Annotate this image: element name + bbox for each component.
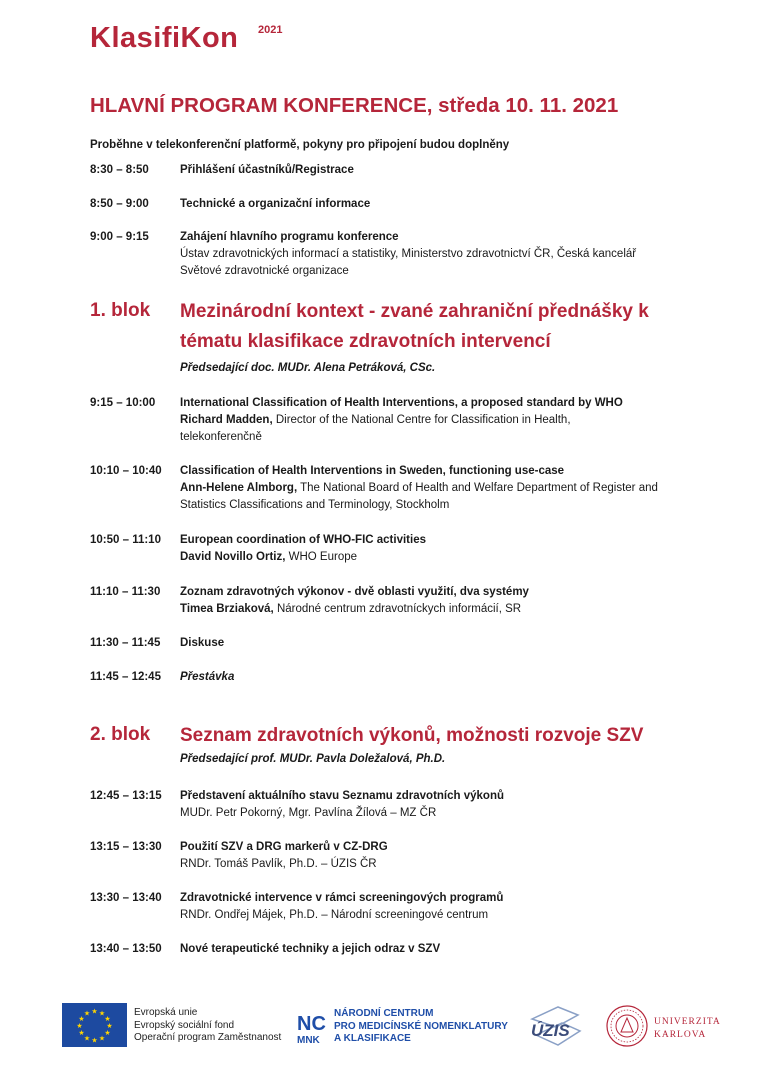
- program-item: [180, 839, 680, 873]
- svg-text:★: ★: [78, 1029, 85, 1037]
- time-slot: 8:50 – 9:00: [90, 198, 149, 210]
- svg-text:★: ★: [91, 1036, 98, 1045]
- svg-text:★: ★: [104, 1015, 111, 1023]
- program-item: [180, 890, 680, 924]
- program-item: [180, 669, 680, 686]
- eu-line: Evropský sociální fond: [134, 1019, 235, 1031]
- uzis-icon: [528, 1005, 582, 1047]
- uzis-label: ÚZIS: [531, 1021, 570, 1040]
- item-detail: [180, 601, 680, 618]
- eu-stars-icon: [62, 1003, 127, 1047]
- svg-text:★: ★: [98, 1034, 106, 1043]
- nc-line: PRO MEDICÍNSKÉ NOMENKLATURY: [334, 1020, 508, 1032]
- time-slot: 13:40 – 13:50: [90, 943, 162, 955]
- charles-university-seal-icon: [606, 1005, 648, 1047]
- nc-mnk-logo: [296, 1009, 328, 1045]
- nc-line: A KLASIFIKACE: [334, 1033, 411, 1044]
- block-label: 1. blok: [90, 300, 151, 321]
- block-chair: Předsedající doc. MUDr. Alena Petráková, CSc.: [180, 362, 436, 374]
- item-detail: MUDr. Petr Pokorný, Mgr. Pavlína Žílová – MZ ČR: [180, 807, 437, 819]
- program-item: [180, 584, 680, 618]
- item-detail: [180, 480, 658, 514]
- program-item: [180, 788, 680, 822]
- svg-text:★: ★: [83, 1034, 91, 1043]
- program-item: [180, 196, 680, 213]
- item-title: Technické a organizační informace: [180, 198, 371, 210]
- speaker-name: David Novillo Ortiz,: [180, 551, 286, 563]
- program-item: [180, 229, 660, 280]
- item-title: Nové terapeutické techniky a jejich odraz v SZV: [180, 943, 441, 955]
- time-slot: 9:15 – 10:00: [90, 397, 156, 409]
- speaker-affiliation: The National Board of Health and Welfare Department of Register and Statistics Classifications and Terminology, Stockholm: [180, 482, 658, 511]
- program-item: [180, 532, 680, 566]
- program-item: [180, 941, 680, 958]
- item-detail: [180, 412, 650, 446]
- charles-university-text: [654, 1016, 721, 1041]
- speaker-affiliation: WHO Europe: [285, 551, 358, 563]
- item-title: Přestávka: [180, 671, 235, 683]
- speaker-name: Richard Madden,: [180, 414, 273, 426]
- svg-text:★: ★: [76, 1022, 83, 1030]
- page-title: HLAVNÍ PROGRAM KONFERENCE, středa 10. 11. 2021: [90, 94, 619, 117]
- logo-year: 2021: [258, 24, 283, 36]
- item-title: Diskuse: [180, 637, 225, 649]
- item-title: European coordination of WHO-FIC activities: [180, 534, 426, 546]
- item-title: Zahájení hlavního programu konference: [180, 231, 399, 243]
- svg-text:★: ★: [91, 1007, 98, 1016]
- svg-text:★: ★: [83, 1009, 91, 1018]
- nc-mark-bottom: MNK: [297, 1035, 320, 1045]
- item-title: Použití SZV a DRG markerů v CZ-DRG: [180, 841, 388, 853]
- item-title: Zoznam zdravotných výkonov - dvě oblasti využití, dva systémy: [180, 586, 529, 598]
- time-slot: 8:30 – 8:50: [90, 164, 149, 176]
- nc-mnk-icon: [296, 1009, 328, 1045]
- program-item: [180, 162, 680, 179]
- speaker-affiliation: Národné centrum zdravotníckych informácií, SR: [273, 603, 522, 615]
- eu-program-text: [134, 1007, 281, 1045]
- time-slot: 11:30 – 11:45: [90, 637, 161, 649]
- eu-line: Evropská unie: [134, 1007, 198, 1018]
- item-title: Zdravotnické intervence v rámci screeningových programů: [180, 892, 504, 904]
- time-slot: 13:15 – 13:30: [90, 841, 162, 853]
- program-item: [180, 635, 680, 652]
- page-subtitle: Proběhne v telekonferenční platformě, pokyny pro připojení budou doplněny: [90, 139, 510, 151]
- nc-institution-text: [334, 1008, 508, 1046]
- time-slot: 12:45 – 13:15: [90, 790, 162, 802]
- program-item: [180, 395, 650, 446]
- time-slot: 11:10 – 11:30: [90, 586, 161, 598]
- item-detail: RNDr. Ondřej Májek, Ph.D. – Národní screeningové centrum: [180, 909, 489, 921]
- time-slot: 13:30 – 13:40: [90, 892, 162, 904]
- item-detail: RNDr. Tomáš Pavlík, Ph.D. – ÚZIS ČR: [180, 858, 377, 870]
- nc-line: NÁRODNÍ CENTRUM: [334, 1008, 434, 1019]
- eu-flag-icon: [62, 1003, 127, 1047]
- uk-line: KARLOVA: [654, 1029, 707, 1040]
- time-slot: 10:50 – 11:10: [90, 534, 161, 546]
- program-item: [180, 463, 658, 514]
- svg-text:★: ★: [104, 1029, 111, 1037]
- item-title: Přihlášení účastníků/Registrace: [180, 164, 354, 176]
- item-title: International Classification of Health Interventions, a proposed standard by WHO: [180, 397, 623, 409]
- svg-text:★: ★: [98, 1009, 106, 1018]
- block-chair: Předsedající prof. MUDr. Pavla Doležalová, Ph.D.: [180, 753, 446, 765]
- uzis-logo: [528, 1005, 582, 1047]
- svg-text:★: ★: [78, 1015, 85, 1023]
- eu-line: Operační program Zaměstnanost: [134, 1032, 282, 1043]
- speaker-name: Timea Brziaková,: [180, 603, 274, 615]
- block-title: Mezinárodní kontext - zvané zahraniční přednášky k tématu klasifikace zdravotních intervencí: [180, 301, 649, 352]
- nc-mark-top: NC: [297, 1013, 326, 1035]
- speaker-affiliation: Director of the National Centre for Classification in Health, telekonferenčně: [180, 414, 571, 443]
- block-title: Seznam zdravotních výkonů, možnosti rozvoje SZV: [180, 725, 644, 746]
- klasifikon-logo: KlasifiKon: [90, 22, 239, 54]
- time-slot: 9:00 – 9:15: [90, 231, 149, 243]
- block-label: 2. blok: [90, 724, 151, 745]
- svg-text:★: ★: [106, 1022, 113, 1030]
- time-slot: 11:45 – 12:45: [90, 671, 161, 683]
- speaker-name: Ann-Helene Almborg,: [180, 482, 298, 494]
- time-slot: 10:10 – 10:40: [90, 465, 162, 477]
- item-title: Classification of Health Interventions in Sweden, functioning use-case: [180, 465, 565, 477]
- item-detail: [180, 549, 680, 566]
- item-detail: Ústav zdravotnických informací a statistiky, Ministerstvo zdravotnictví ČR, Česká kancelář Světové zdravotnické organizace: [180, 248, 637, 277]
- item-title: Představení aktuálního stavu Seznamu zdravotních výkonů: [180, 790, 505, 802]
- uk-line: UNIVERZITA: [654, 1017, 721, 1027]
